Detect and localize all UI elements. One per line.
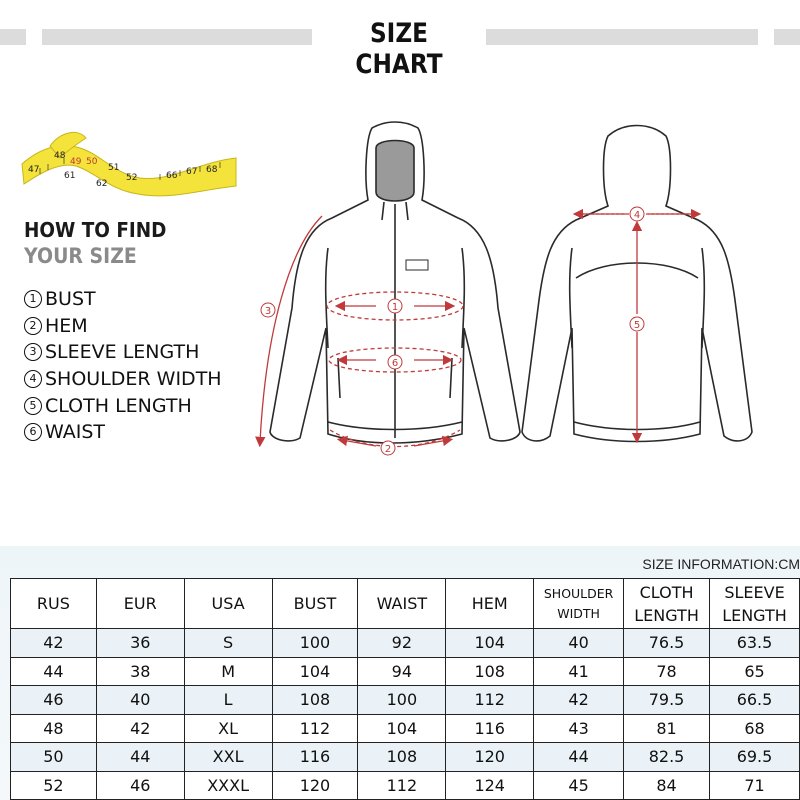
measuring-tape-icon	[20, 128, 240, 198]
legend-item	[24, 419, 222, 446]
legend-label: HEM	[45, 314, 88, 337]
table-cell: 48	[11, 714, 97, 743]
table-cell: 116	[272, 743, 358, 772]
table-header-row	[11, 579, 800, 629]
marker-waist: 6	[391, 358, 399, 369]
marker-sleeve: 3	[264, 306, 272, 317]
table-cell: 112	[358, 771, 446, 800]
table-cell: 36	[96, 629, 184, 658]
table-cell: 44	[534, 743, 624, 772]
marker-bust: 1	[391, 302, 399, 313]
legend-number: 3	[24, 343, 42, 361]
legend-item	[24, 366, 222, 393]
table-row	[11, 629, 800, 658]
table-cell: 42	[96, 714, 184, 743]
legend-number: 4	[24, 370, 42, 388]
table-cell: 108	[358, 743, 446, 772]
table-cell: 65	[710, 657, 800, 686]
table-cell: L	[184, 686, 272, 715]
tape-mark: 51	[108, 163, 120, 173]
col-header-hem: HEM	[446, 579, 534, 629]
table-cell: 78	[624, 657, 710, 686]
table-cell: 40	[534, 629, 624, 658]
jacket-diagram	[236, 108, 776, 468]
table-cell: 104	[358, 714, 446, 743]
table-cell: 63.5	[710, 629, 800, 658]
table-cell: 104	[272, 657, 358, 686]
tape-mark: 49	[70, 157, 82, 167]
tape-mark: 50	[86, 157, 98, 167]
header-bar-left-2	[42, 29, 312, 45]
col-header-sleeve-length: SLEEVE LENGTH	[710, 579, 800, 629]
table-cell: 100	[272, 629, 358, 658]
col-header-waist: WAIST	[358, 579, 446, 629]
legend-label: BUST	[45, 288, 96, 311]
legend-label: SLEEVE LENGTH	[45, 341, 200, 364]
size-table	[10, 578, 800, 800]
legend-number: 6	[24, 423, 42, 441]
table-cell: 46	[11, 686, 97, 715]
table-cell: 38	[96, 657, 184, 686]
table-cell: 45	[534, 771, 624, 800]
table-row	[11, 657, 800, 686]
table-row	[11, 771, 800, 800]
table-cell: 92	[358, 629, 446, 658]
tape-mark: 68	[206, 165, 218, 175]
table-cell: 79.5	[624, 686, 710, 715]
table-row	[11, 714, 800, 743]
marker-cloth-length: 5	[633, 320, 641, 331]
table-cell: 82.5	[624, 743, 710, 772]
table-cell: 81	[624, 714, 710, 743]
col-header-eur: EUR	[96, 579, 184, 629]
tape-mark: 48	[54, 151, 66, 161]
table-cell: 42	[11, 629, 97, 658]
jacket-front-illustration	[270, 122, 520, 443]
tape-mark: 67	[186, 167, 198, 177]
table-cell: 68	[710, 714, 800, 743]
tape-mark: 52	[126, 173, 138, 183]
col-header-usa: USA	[184, 579, 272, 629]
legend-item	[24, 339, 222, 366]
table-cell: 84	[624, 771, 710, 800]
tape-mark: 62	[96, 179, 108, 189]
col-header-bust: BUST	[272, 579, 358, 629]
how-to-find-heading: HOW TO FIND	[24, 218, 167, 242]
size-table-body	[11, 629, 800, 800]
table-cell: 124	[446, 771, 534, 800]
table-cell: 116	[446, 714, 534, 743]
table-cell: XXL	[184, 743, 272, 772]
table-cell: 100	[358, 686, 446, 715]
tape-mark: 66	[166, 171, 178, 181]
legend-number: 1	[24, 290, 42, 308]
header-bar-left-1	[0, 29, 26, 45]
table-cell: 46	[96, 771, 184, 800]
table-cell: 112	[446, 686, 534, 715]
tape-mark: 47	[28, 165, 40, 175]
table-cell: 50	[11, 743, 97, 772]
legend-label: WAIST	[45, 421, 106, 444]
table-cell: 43	[534, 714, 624, 743]
tape-mark: 61	[64, 171, 76, 181]
table-cell: 42	[534, 686, 624, 715]
table-cell: 41	[534, 657, 624, 686]
table-cell: 120	[446, 743, 534, 772]
legend-item	[24, 286, 222, 313]
col-header-rus: RUS	[11, 579, 97, 629]
table-row	[11, 743, 800, 772]
header-bar-right-1	[486, 29, 758, 45]
marker-shoulder: 4	[633, 210, 641, 221]
table-cell: 44	[96, 743, 184, 772]
table-cell: 40	[96, 686, 184, 715]
table-cell: S	[184, 629, 272, 658]
legend-label: SHOULDER WIDTH	[45, 368, 222, 391]
table-cell: 76.5	[624, 629, 710, 658]
table-cell: 94	[358, 657, 446, 686]
measurement-legend	[24, 286, 222, 446]
table-cell: M	[184, 657, 272, 686]
col-header-shoulder-width: SHOULDER WIDTH	[534, 579, 624, 629]
table-cell: 66.5	[710, 686, 800, 715]
col-header-cloth-length: CLOTH LENGTH	[624, 579, 710, 629]
legend-item	[24, 392, 222, 419]
size-info-label: SIZE INFORMATION:CM	[642, 556, 800, 572]
marker-hem: 2	[384, 444, 392, 455]
table-cell: 108	[446, 657, 534, 686]
table-cell: 108	[272, 686, 358, 715]
table-cell: 52	[11, 771, 97, 800]
table-row	[11, 686, 800, 715]
header-bar-right-2	[774, 29, 800, 45]
table-cell: 120	[272, 771, 358, 800]
page-title: SIZE CHART	[355, 18, 443, 80]
table-cell: 44	[11, 657, 97, 686]
table-cell: XL	[184, 714, 272, 743]
legend-item	[24, 313, 222, 340]
legend-label: CLOTH LENGTH	[45, 394, 192, 417]
table-cell: 69.5	[710, 743, 800, 772]
table-cell: 71	[710, 771, 800, 800]
table-cell: 104	[446, 629, 534, 658]
legend-number: 5	[24, 397, 42, 415]
your-size-subheading: YOUR SIZE	[24, 244, 137, 268]
table-cell: 112	[272, 714, 358, 743]
table-cell: XXXL	[184, 771, 272, 800]
legend-number: 2	[24, 317, 42, 335]
